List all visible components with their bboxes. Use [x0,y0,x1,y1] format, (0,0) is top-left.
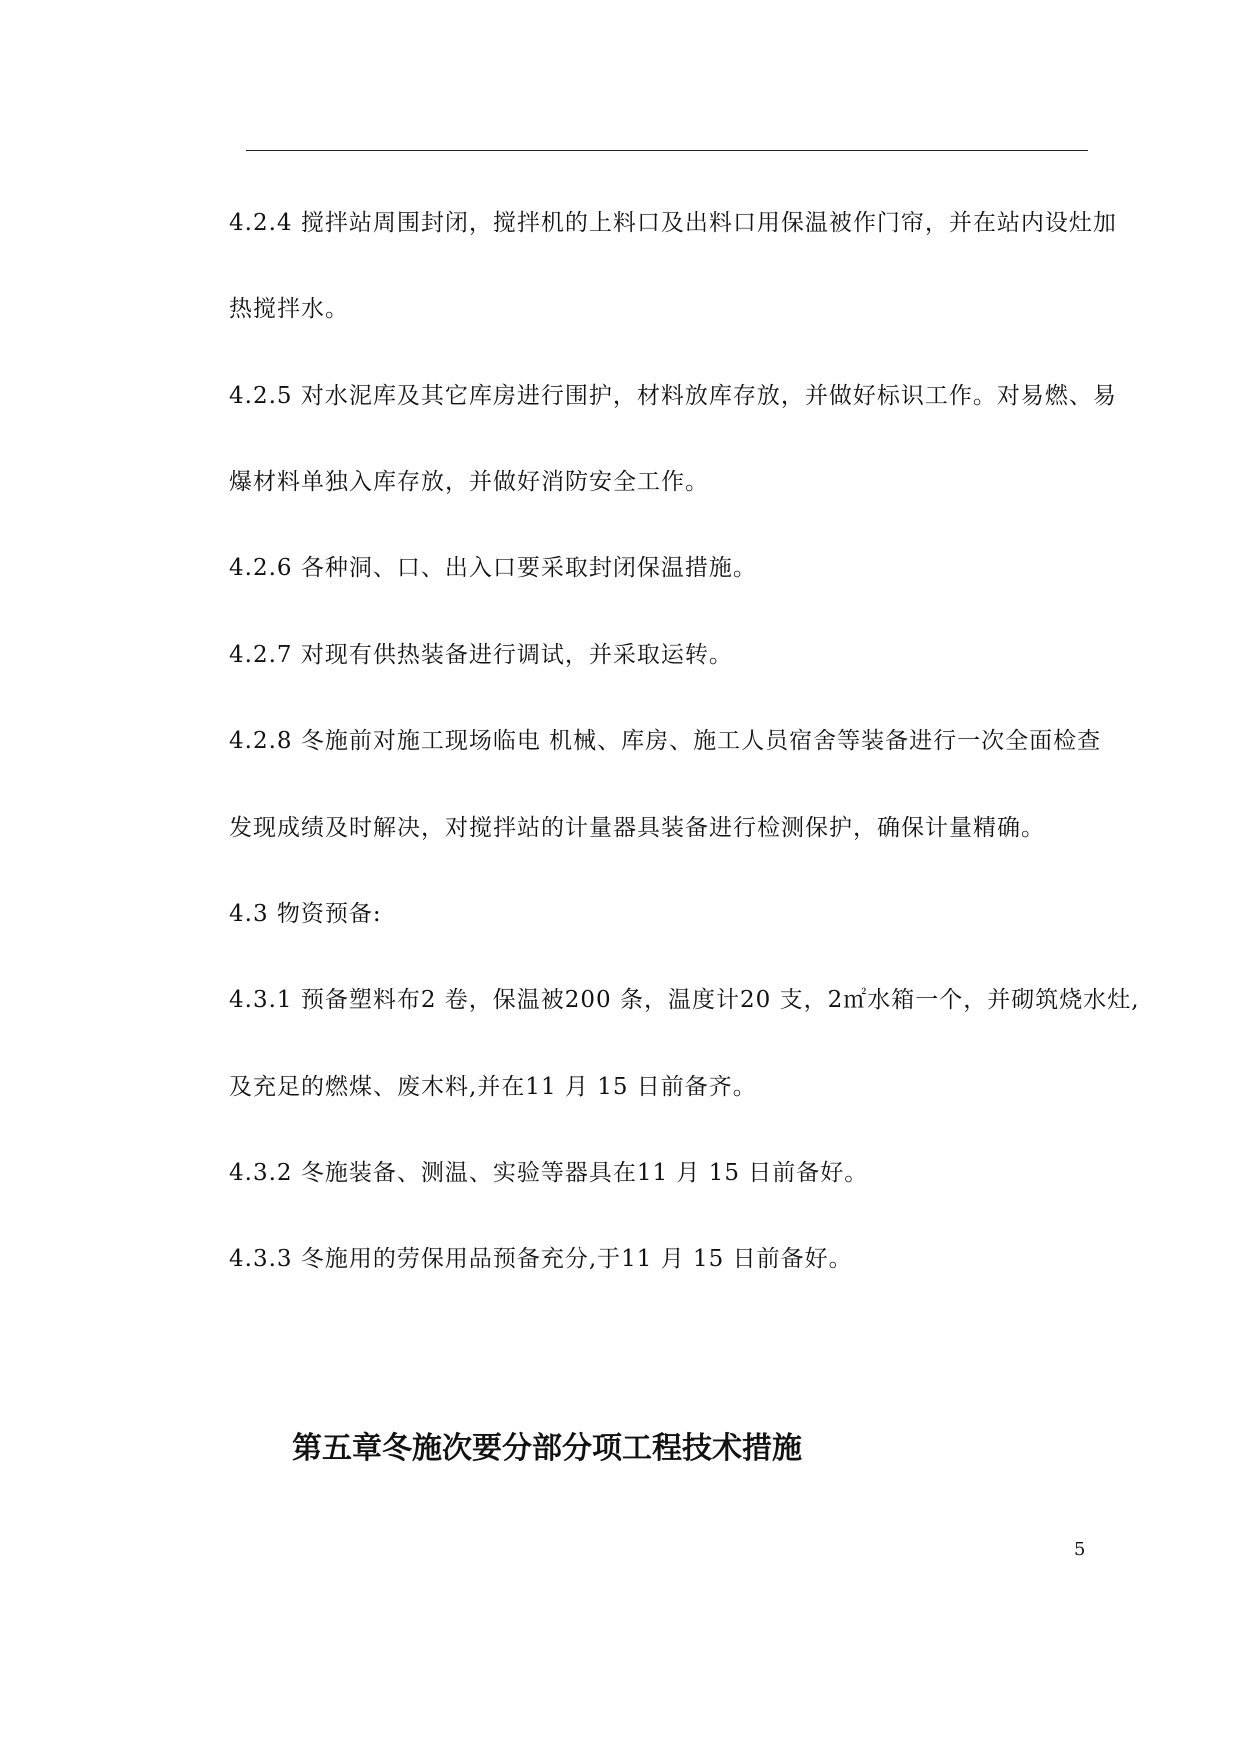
page-number: 5 [1074,1539,1086,1560]
paragraph-line: 热搅拌水。 [229,296,349,322]
paragraph-line: 4.3.3 冬施用的劳保用品预备充分,于11 月 15 日前备好。 [229,1246,853,1272]
header-rule [246,150,1088,151]
chapter-title: 第五章冬施次要分部分项工程技术措施 [292,1431,802,1466]
paragraph-line: 4.2.5 对水泥库及其它库房进行围护，材料放库存放，并做好标识工作。对易燃、易 [229,383,1117,409]
paragraph-line: 发现成绩及时解决，对搅拌站的计量器具装备进行检测保护，确保计量精确。 [229,815,1045,841]
paragraph-line: 及充足的燃煤、废木料,并在11 月 15 日前备齐。 [229,1074,757,1100]
paragraph-line: 4.2.6 各种洞、口、出入口要采取封闭保温措施。 [229,555,757,581]
paragraph-line: 4.2.4 搅拌站周围封闭，搅拌机的上料口及出料口用保温被作门帘，并在站内设灶加 [229,210,1117,236]
paragraph-line: 4.2.8 冬施前对施工现场临电 机械、库房、施工人员宿舍等装备进行一次全面检查 [229,728,1102,754]
paragraph-line: 4.3.1 预备塑料布2 卷，保温被200 条，温度计20 支，2㎡水箱一个，并砌筑烧水灶, [229,987,1140,1013]
section-heading: 4.3 物资预备: [229,901,382,927]
paragraph-line: 爆材料单独入库存放，并做好消防安全工作。 [229,469,709,495]
paragraph-line: 4.2.7 对现有供热装备进行调试，并采取运转。 [229,642,733,668]
paragraph-line: 4.3.2 冬施装备、测温、实验等器具在11 月 15 日前备好。 [229,1160,869,1186]
